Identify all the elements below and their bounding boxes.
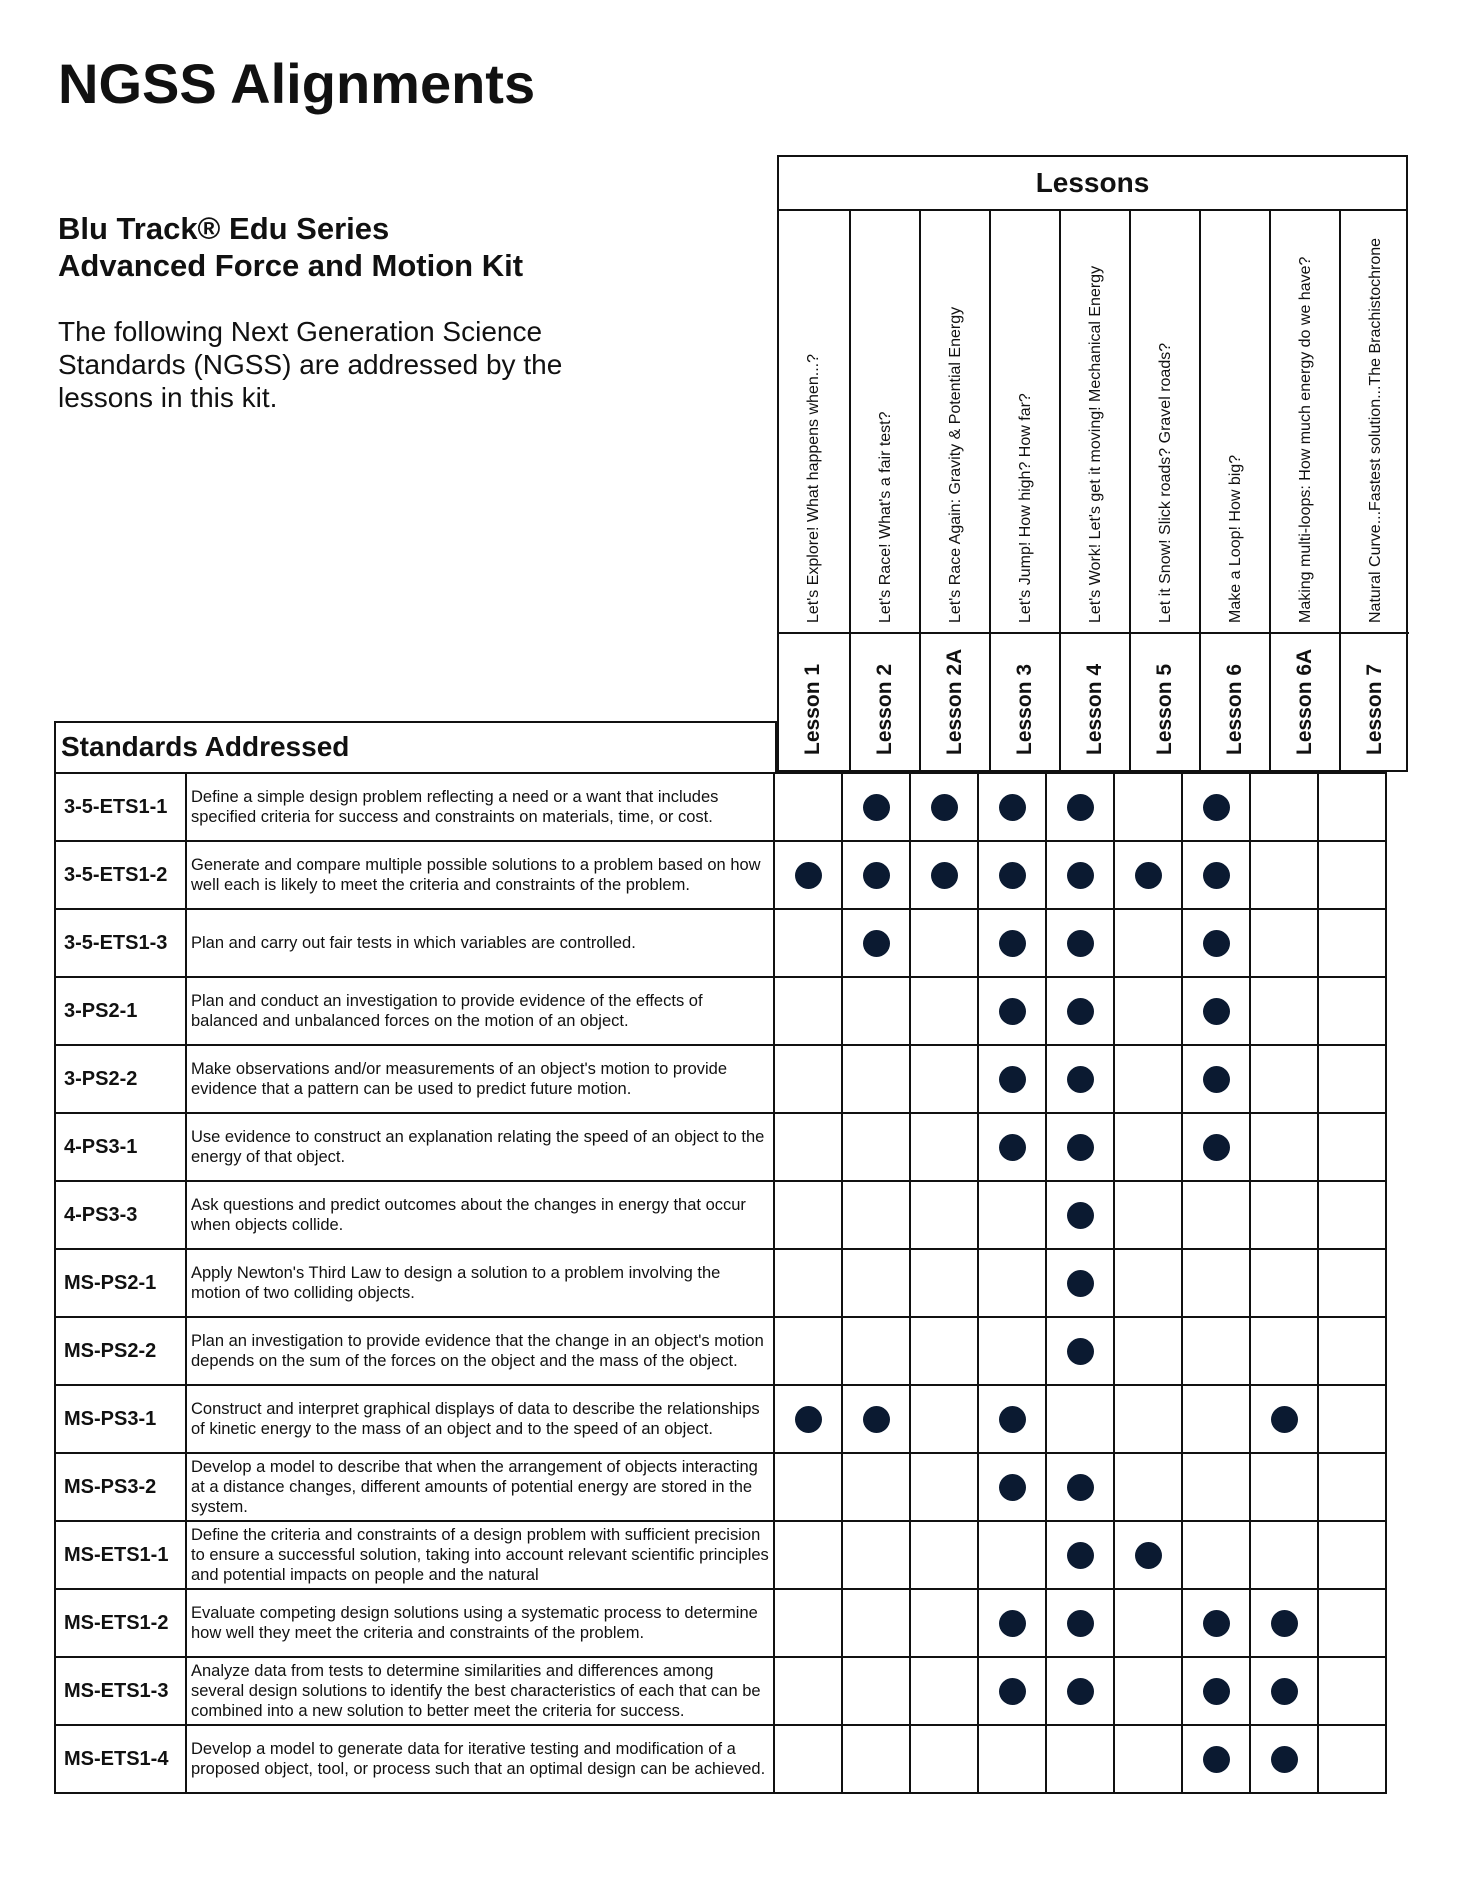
standard-row: [55, 1045, 1386, 1113]
alignment-cell-lesson-9: [1318, 1385, 1386, 1453]
alignment-cell-lesson-9: [1318, 1657, 1386, 1725]
alignment-cell-lesson-5: [1046, 841, 1114, 909]
standard-row: [55, 1249, 1386, 1317]
alignment-cell-lesson-9: [1318, 1725, 1386, 1793]
alignment-cell-lesson-4: [978, 909, 1046, 977]
alignment-dot: [1135, 1542, 1162, 1569]
alignment-cell-lesson-2: [842, 1385, 910, 1453]
alignment-dot: [863, 1406, 890, 1433]
lesson-description: Let's Race! What's a fair test?: [877, 411, 894, 623]
lesson-column-9: [1339, 209, 1409, 770]
alignment-cell-lesson-2: [842, 1045, 910, 1113]
standard-row: [55, 909, 1386, 977]
standard-description: Develop a model to describe that when the arrangement of objects interacting at a distance changes, different amounts of potential energy are stored in the system.: [186, 1453, 774, 1521]
alignment-cell-lesson-8: [1250, 1045, 1318, 1113]
alignment-cell-lesson-1: [774, 1453, 842, 1521]
standard-row: [55, 1385, 1386, 1453]
alignment-dot: [1067, 1134, 1094, 1161]
alignment-cell-lesson-1: [774, 909, 842, 977]
alignment-dot: [1067, 794, 1094, 821]
alignment-cell-lesson-9: [1318, 841, 1386, 909]
alignment-cell-lesson-3: [910, 1045, 978, 1113]
alignment-cell-lesson-1: [774, 1181, 842, 1249]
standards-header: Standards Addressed: [54, 721, 777, 772]
lesson-description: Let's Work! Let's get it moving! Mechanical Energy: [1087, 265, 1104, 623]
alignment-cell-lesson-4: [978, 977, 1046, 1045]
alignment-cell-lesson-5: [1046, 1521, 1114, 1589]
alignment-cell-lesson-3: [910, 773, 978, 841]
alignment-cell-lesson-9: [1318, 1589, 1386, 1657]
alignment-cell-lesson-5: [1046, 1249, 1114, 1317]
alignment-cell-lesson-4: [978, 1453, 1046, 1521]
alignment-dot: [1067, 1338, 1094, 1365]
alignment-cell-lesson-6: [1114, 773, 1182, 841]
alignment-cell-lesson-1: [774, 1045, 842, 1113]
alignment-cell-lesson-9: [1318, 773, 1386, 841]
standard-description: Use evidence to construct an explanation relating the speed of an object to the energy of that object.: [186, 1113, 774, 1181]
alignment-cell-lesson-8: [1250, 909, 1318, 977]
alignment-cell-lesson-4: [978, 773, 1046, 841]
alignment-dot: [999, 1406, 1026, 1433]
alignment-cell-lesson-6: [1114, 1249, 1182, 1317]
lesson-column-2: [849, 209, 919, 770]
alignment-cell-lesson-4: [978, 1725, 1046, 1793]
alignment-cell-lesson-1: [774, 1725, 842, 1793]
alignment-cell-lesson-2: [842, 1521, 910, 1589]
standard-row: [55, 1181, 1386, 1249]
alignment-dot: [931, 794, 958, 821]
alignment-cell-lesson-3: [910, 1725, 978, 1793]
alignment-cell-lesson-3: [910, 1249, 978, 1317]
lesson-column-6: [1129, 209, 1199, 770]
alignment-cell-lesson-3: [910, 1385, 978, 1453]
alignment-cell-lesson-7: [1182, 1725, 1250, 1793]
standard-description: Plan and conduct an investigation to provide evidence of the effects of balanced and unbalanced forces on the motion of an object.: [186, 977, 774, 1045]
lesson-column-3: [919, 209, 989, 770]
alignment-cell-lesson-5: [1046, 1589, 1114, 1657]
alignment-cell-lesson-9: [1318, 1113, 1386, 1181]
standard-description: Make observations and/or measurements of an object's motion to provide evidence that a pattern can be used to predict future motion.: [186, 1045, 774, 1113]
alignment-cell-lesson-7: [1182, 1521, 1250, 1589]
lesson-description-cell: [1341, 209, 1409, 634]
standard-row: [55, 1657, 1386, 1725]
alignment-cell-lesson-2: [842, 1181, 910, 1249]
standard-description: Construct and interpret graphical displays of data to describe the relationships of kinetic energy to the mass of an object and to the speed of an object.: [186, 1385, 774, 1453]
alignment-dot: [999, 930, 1026, 957]
lesson-description: Let it Snow! Slick roads? Gravel roads?: [1157, 342, 1174, 623]
alignment-cell-lesson-5: [1046, 773, 1114, 841]
alignment-cell-lesson-3: [910, 841, 978, 909]
alignment-cell-lesson-8: [1250, 1589, 1318, 1657]
standard-code: 4-PS3-1: [55, 1113, 186, 1181]
alignment-cell-lesson-4: [978, 1045, 1046, 1113]
alignment-cell-lesson-9: [1318, 1453, 1386, 1521]
standard-row: [55, 1521, 1386, 1589]
alignment-dot: [999, 862, 1026, 889]
standard-description: Develop a model to generate data for iterative testing and modification of a proposed object, tool, or process such that an optimal design can be achieved.: [186, 1725, 774, 1793]
standard-code: 3-PS2-1: [55, 977, 186, 1045]
alignment-cell-lesson-3: [910, 1113, 978, 1181]
alignment-cell-lesson-3: [910, 1181, 978, 1249]
alignment-dot: [1203, 862, 1230, 889]
alignment-cell-lesson-4: [978, 1385, 1046, 1453]
lesson-column-7: [1199, 209, 1269, 770]
alignment-cell-lesson-1: [774, 773, 842, 841]
lesson-description: Let's Race Again: Gravity & Potential Energy: [947, 306, 964, 623]
alignment-cell-lesson-6: [1114, 1589, 1182, 1657]
alignment-cell-lesson-3: [910, 1317, 978, 1385]
alignment-dot: [1067, 1066, 1094, 1093]
lesson-description: Make a Loop! How big?: [1227, 454, 1244, 623]
alignment-cell-lesson-8: [1250, 977, 1318, 1045]
standard-row: [55, 841, 1386, 909]
alignment-cell-lesson-1: [774, 977, 842, 1045]
alignment-cell-lesson-1: [774, 1113, 842, 1181]
alignment-dot: [1203, 1746, 1230, 1773]
alignment-cell-lesson-2: [842, 841, 910, 909]
alignment-cell-lesson-7: [1182, 909, 1250, 977]
standard-description: Apply Newton's Third Law to design a solution to a problem involving the motion of two colliding objects.: [186, 1249, 774, 1317]
lesson-number: Lesson 1: [801, 663, 824, 755]
alignment-cell-lesson-5: [1046, 1725, 1114, 1793]
alignment-cell-lesson-1: [774, 841, 842, 909]
alignment-dot: [1067, 1270, 1094, 1297]
alignment-cell-lesson-1: [774, 1657, 842, 1725]
alignment-dot: [1203, 998, 1230, 1025]
alignment-cell-lesson-6: [1114, 1317, 1182, 1385]
alignment-cell-lesson-4: [978, 1657, 1046, 1725]
alignment-cell-lesson-5: [1046, 1113, 1114, 1181]
alignment-cell-lesson-6: [1114, 1453, 1182, 1521]
lesson-column-1: [779, 209, 849, 770]
standard-row: [55, 1317, 1386, 1385]
alignment-dot: [1067, 1678, 1094, 1705]
alignment-dot: [999, 1678, 1026, 1705]
alignment-cell-lesson-5: [1046, 1045, 1114, 1113]
lesson-description-cell: [1061, 209, 1129, 634]
alignment-cell-lesson-7: [1182, 773, 1250, 841]
alignment-dot: [1067, 930, 1094, 957]
standard-code: MS-PS3-1: [55, 1385, 186, 1453]
alignment-cell-lesson-8: [1250, 1453, 1318, 1521]
alignment-dot: [863, 930, 890, 957]
standard-code: MS-ETS1-3: [55, 1657, 186, 1725]
alignment-cell-lesson-9: [1318, 1045, 1386, 1113]
alignment-cell-lesson-2: [842, 977, 910, 1045]
standard-description: Define the criteria and constraints of a design problem with sufficient precision to ensure a successful solution, taking into account relevant scientific principles and potential impacts on people and the natural: [186, 1521, 774, 1589]
standard-code: MS-ETS1-1: [55, 1521, 186, 1589]
alignment-dot: [1271, 1610, 1298, 1637]
standard-code: 4-PS3-3: [55, 1181, 186, 1249]
alignment-cell-lesson-1: [774, 1521, 842, 1589]
standard-description: Define a simple design problem reflecting a need or a want that includes specified criteria for success and constraints on materials, time, or cost.: [186, 773, 774, 841]
alignment-cell-lesson-5: [1046, 1657, 1114, 1725]
alignment-cell-lesson-7: [1182, 1317, 1250, 1385]
alignment-cell-lesson-2: [842, 909, 910, 977]
alignment-cell-lesson-6: [1114, 1521, 1182, 1589]
product-title: [58, 210, 523, 284]
alignment-cell-lesson-6: [1114, 909, 1182, 977]
alignment-dot: [1067, 1202, 1094, 1229]
lesson-description-cell: [1131, 209, 1199, 634]
standard-code: MS-PS3-2: [55, 1453, 186, 1521]
alignment-cell-lesson-9: [1318, 1521, 1386, 1589]
alignment-cell-lesson-2: [842, 1657, 910, 1725]
alignment-cell-lesson-9: [1318, 1181, 1386, 1249]
alignment-dot: [1203, 1610, 1230, 1637]
alignment-cell-lesson-6: [1114, 841, 1182, 909]
alignment-dot: [863, 862, 890, 889]
lesson-number: Lesson 2A: [943, 648, 966, 755]
lesson-description-cell: [1271, 209, 1339, 634]
standard-description: Ask questions and predict outcomes about the changes in energy that occur when objects collide.: [186, 1181, 774, 1249]
standard-code: MS-PS2-2: [55, 1317, 186, 1385]
lessons-title: Lessons: [779, 157, 1406, 211]
alignment-dot: [1203, 930, 1230, 957]
standard-code: MS-PS2-1: [55, 1249, 186, 1317]
alignment-cell-lesson-3: [910, 1657, 978, 1725]
alignment-cell-lesson-4: [978, 1181, 1046, 1249]
alignment-dot: [999, 1610, 1026, 1637]
alignment-cell-lesson-4: [978, 1589, 1046, 1657]
standard-code: 3-5-ETS1-1: [55, 773, 186, 841]
alignment-dot: [863, 794, 890, 821]
alignment-dot: [1271, 1406, 1298, 1433]
alignment-cell-lesson-8: [1250, 1725, 1318, 1793]
alignment-cell-lesson-1: [774, 1589, 842, 1657]
alignment-dot: [1271, 1746, 1298, 1773]
intro-text: The following Next Generation Science Standards (NGSS) are addressed by the lessons in this kit.: [58, 316, 563, 413]
lesson-column-4: [989, 209, 1059, 770]
alignment-cell-lesson-7: [1182, 1385, 1250, 1453]
lesson-description-cell: [1201, 209, 1269, 634]
alignment-dot: [999, 794, 1026, 821]
alignment-cell-lesson-7: [1182, 977, 1250, 1045]
alignment-cell-lesson-3: [910, 1589, 978, 1657]
alignment-dot: [1203, 794, 1230, 821]
alignment-cell-lesson-8: [1250, 1521, 1318, 1589]
alignment-cell-lesson-7: [1182, 1453, 1250, 1521]
alignment-dot: [1067, 998, 1094, 1025]
alignment-dot: [1067, 862, 1094, 889]
alignment-cell-lesson-1: [774, 1249, 842, 1317]
alignment-cell-lesson-3: [910, 977, 978, 1045]
lesson-number: Lesson 2: [873, 663, 896, 755]
standard-row: [55, 977, 1386, 1045]
lesson-description: Let's Jump! How high? How far?: [1017, 393, 1034, 623]
standard-description: Plan an investigation to provide evidence that the change in an object's motion depends on the sum of the forces on the object and the mass of the object.: [186, 1317, 774, 1385]
alignment-cell-lesson-3: [910, 1521, 978, 1589]
alignment-dot: [795, 862, 822, 889]
alignment-cell-lesson-9: [1318, 977, 1386, 1045]
alignment-dot: [1203, 1066, 1230, 1093]
alignment-dot: [931, 862, 958, 889]
alignment-cell-lesson-2: [842, 1453, 910, 1521]
lesson-number: Lesson 7: [1363, 663, 1386, 755]
alignment-table: [54, 772, 1387, 1794]
standard-row: [55, 1113, 1386, 1181]
standard-description: Analyze data from tests to determine similarities and differences among several design solutions to identify the best characteristics of each that can be combined into a new solution to better meet the criteria for success.: [186, 1657, 774, 1725]
standard-row: [55, 1589, 1386, 1657]
alignment-cell-lesson-8: [1250, 1317, 1318, 1385]
alignment-cell-lesson-1: [774, 1317, 842, 1385]
alignment-cell-lesson-5: [1046, 1181, 1114, 1249]
alignment-cell-lesson-6: [1114, 1181, 1182, 1249]
lesson-description: Let's Explore! What happens when...?: [805, 354, 822, 623]
alignment-dot: [999, 998, 1026, 1025]
lesson-description-cell: [991, 209, 1059, 634]
alignment-cell-lesson-5: [1046, 977, 1114, 1045]
alignment-cell-lesson-9: [1318, 1249, 1386, 1317]
alignment-cell-lesson-9: [1318, 1317, 1386, 1385]
alignment-cell-lesson-2: [842, 773, 910, 841]
alignment-dot: [999, 1066, 1026, 1093]
alignment-cell-lesson-7: [1182, 1181, 1250, 1249]
alignment-cell-lesson-6: [1114, 977, 1182, 1045]
lesson-description-cell: [851, 209, 919, 634]
lesson-description-cell: [921, 209, 989, 634]
lesson-description-cell: [779, 209, 849, 634]
standard-row: [55, 773, 1386, 841]
alignment-cell-lesson-8: [1250, 773, 1318, 841]
alignment-cell-lesson-2: [842, 1317, 910, 1385]
alignment-dot: [1067, 1610, 1094, 1637]
alignment-cell-lesson-5: [1046, 1317, 1114, 1385]
alignment-cell-lesson-4: [978, 1317, 1046, 1385]
alignment-cell-lesson-6: [1114, 1657, 1182, 1725]
lesson-number: Lesson 4: [1083, 663, 1106, 755]
lesson-number: Lesson 5: [1153, 663, 1176, 755]
alignment-dot: [1135, 862, 1162, 889]
alignment-cell-lesson-2: [842, 1725, 910, 1793]
product-kit-name: Advanced Force and Motion Kit: [58, 248, 524, 283]
standard-code: 3-PS2-2: [55, 1045, 186, 1113]
alignment-cell-lesson-7: [1182, 1589, 1250, 1657]
alignment-cell-lesson-4: [978, 1113, 1046, 1181]
alignment-dot: [999, 1474, 1026, 1501]
alignment-cell-lesson-5: [1046, 909, 1114, 977]
alignment-cell-lesson-4: [978, 841, 1046, 909]
standard-code: MS-ETS1-2: [55, 1589, 186, 1657]
alignment-cell-lesson-8: [1250, 1249, 1318, 1317]
standard-description: Evaluate competing design solutions using a systematic process to determine how well they meet the criteria and constraints of the problem.: [186, 1589, 774, 1657]
alignment-cell-lesson-5: [1046, 1385, 1114, 1453]
alignment-cell-lesson-8: [1250, 841, 1318, 909]
standard-code: MS-ETS1-4: [55, 1725, 186, 1793]
standard-code: 3-5-ETS1-3: [55, 909, 186, 977]
alignment-cell-lesson-6: [1114, 1725, 1182, 1793]
alignment-cell-lesson-1: [774, 1385, 842, 1453]
lesson-number: Lesson 6A: [1293, 648, 1316, 755]
alignment-cell-lesson-5: [1046, 1453, 1114, 1521]
lesson-description: Making multi-loops: How much energy do we have?: [1297, 256, 1314, 623]
standard-description: Generate and compare multiple possible solutions to a problem based on how well each is likely to meet the criteria and constraints of the problem.: [186, 841, 774, 909]
alignment-cell-lesson-8: [1250, 1181, 1318, 1249]
lesson-column-5: [1059, 209, 1129, 770]
alignment-cell-lesson-2: [842, 1589, 910, 1657]
alignment-dot: [795, 1406, 822, 1433]
alignment-cell-lesson-9: [1318, 909, 1386, 977]
lesson-number: Lesson 3: [1013, 663, 1036, 755]
alignment-dot: [1067, 1542, 1094, 1569]
standard-row: [55, 1453, 1386, 1521]
alignment-dot: [1271, 1678, 1298, 1705]
lesson-number: Lesson 6: [1223, 663, 1246, 755]
alignment-cell-lesson-3: [910, 1453, 978, 1521]
lessons-header-box: [777, 155, 1408, 772]
alignment-cell-lesson-7: [1182, 1249, 1250, 1317]
alignment-cell-lesson-7: [1182, 1113, 1250, 1181]
lesson-column-8: [1269, 209, 1339, 770]
alignment-dot: [1203, 1134, 1230, 1161]
standard-row: [55, 1725, 1386, 1793]
alignment-cell-lesson-7: [1182, 1045, 1250, 1113]
standard-description: Plan and carry out fair tests in which variables are controlled.: [186, 909, 774, 977]
alignment-cell-lesson-8: [1250, 1113, 1318, 1181]
page-title: NGSS Alignments: [58, 52, 536, 115]
alignment-cell-lesson-7: [1182, 1657, 1250, 1725]
alignment-cell-lesson-2: [842, 1113, 910, 1181]
alignment-cell-lesson-2: [842, 1249, 910, 1317]
alignment-cell-lesson-6: [1114, 1045, 1182, 1113]
alignment-cell-lesson-7: [1182, 841, 1250, 909]
standard-code: 3-5-ETS1-2: [55, 841, 186, 909]
product-series: Blu Track® Edu Series: [58, 211, 390, 246]
alignment-dot: [1067, 1474, 1094, 1501]
alignment-cell-lesson-8: [1250, 1657, 1318, 1725]
alignment-cell-lesson-3: [910, 909, 978, 977]
alignment-dot: [999, 1134, 1026, 1161]
alignment-cell-lesson-6: [1114, 1385, 1182, 1453]
alignment-cell-lesson-8: [1250, 1385, 1318, 1453]
alignment-dot: [1203, 1678, 1230, 1705]
alignment-cell-lesson-6: [1114, 1113, 1182, 1181]
alignment-cell-lesson-4: [978, 1249, 1046, 1317]
alignment-cell-lesson-4: [978, 1521, 1046, 1589]
lesson-description: Natural Curve...Fastest solution...The Brachistochrone: [1367, 237, 1384, 623]
